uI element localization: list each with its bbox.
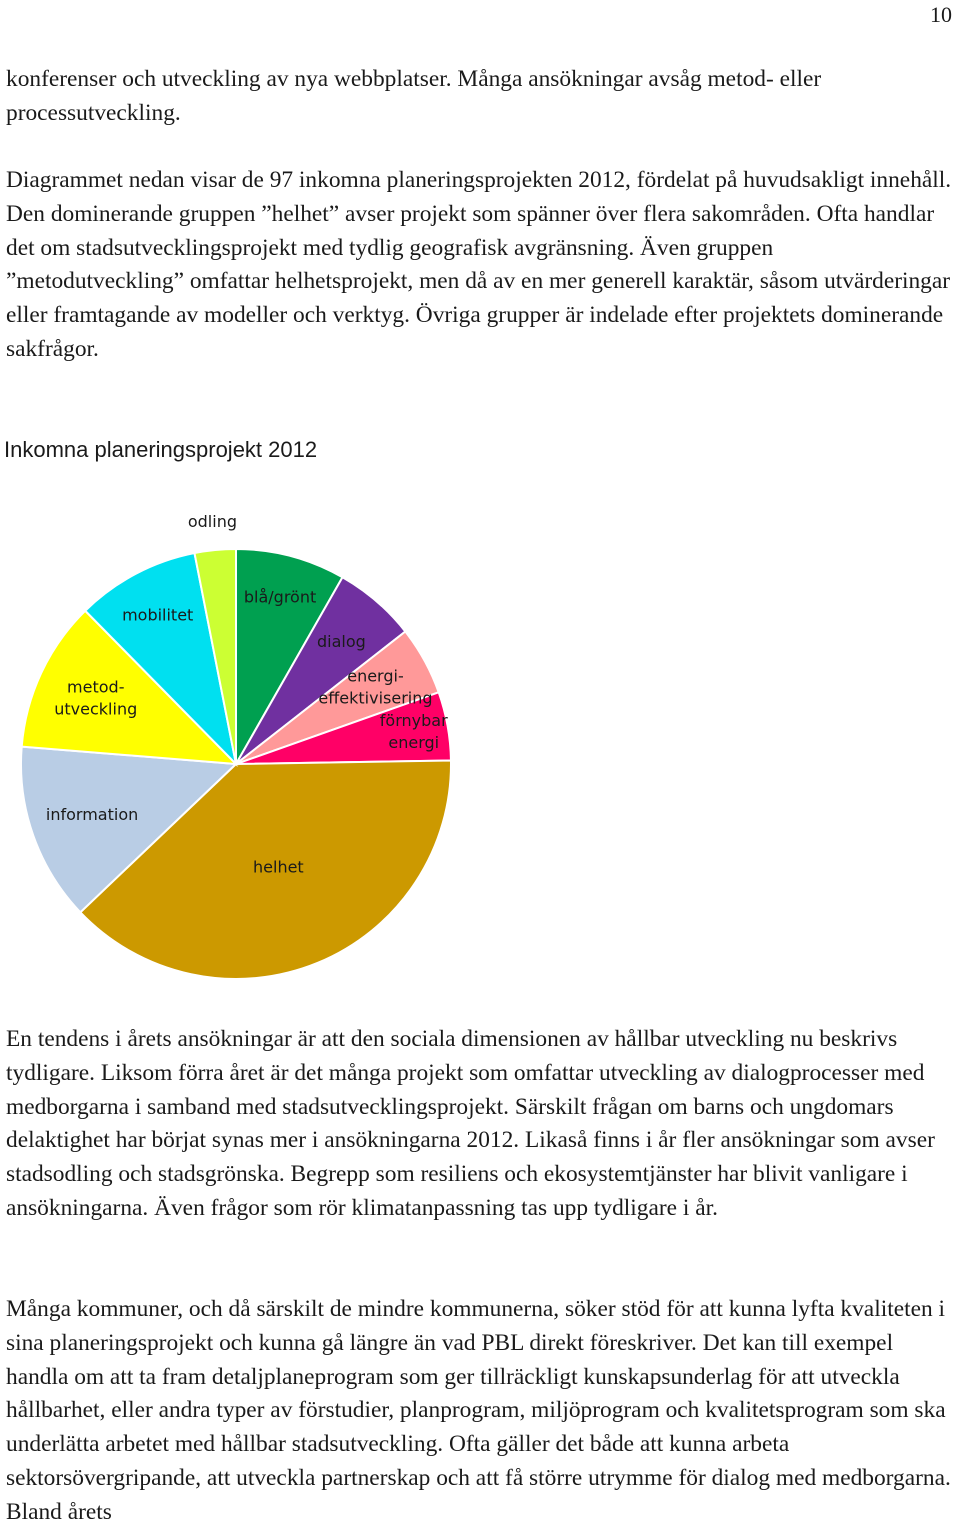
pie-slice-label: dialog bbox=[317, 631, 366, 651]
pie-slice-label: metod-utveckling bbox=[54, 677, 138, 719]
pie-slice-label: information bbox=[45, 804, 139, 824]
page-number: 10 bbox=[930, 2, 952, 27]
paragraph-municipalities: Många kommuner, och då särskilt de mindre kommunerna, söker stöd för att kunna lyfta kvaliteten i sina planeringsprojekt och kunna gå längre än vad PBL direkt föreskriver. Det kan till exempel handla om att ta fram detaljplaneprogram som ger tillräckligt kunskapsunderlag för att utveckla hållbarhet, eller andra typer av förstudier, planprogram, miljöprogram och kvalitetsprogram som ska underlätta arbetet med hållbar stadsutveckling. Ofta gäller det både att kunna arbeta sektorsövergripande, att utveckla partnerskap och att få större utrymme för dialog med medborgarna. Bland årets bbox=[6, 1296, 951, 1525]
pie-slice-label: mobilitet bbox=[122, 605, 194, 625]
pie-slice-label: blå/grönt bbox=[243, 587, 317, 607]
paragraph-trends: En tendens i årets ansökningar är att den sociala dimensionen av hållbar utveckling nu beskrivs tydligare. Liksom förra året är det många projekt som omfattar utveckling av dialogprocesser med medborgarna i samband med stadsutvecklingsprojekt. Särskilt frågan om barns och ungdomars delaktighet har börjat synas mer i ansökningarna 2012. Likaså finns i år fler ansökningar som avser stadsodling och stadsgrönska. Begrepp som resiliens och ekosystemtjänster har blivit vanligare i ansökningarna. Även frågor som rör klimatanpassning tas upp tydligare i år. bbox=[6, 1026, 935, 1221]
pie-slice-label: förnybar energi bbox=[379, 710, 448, 752]
paragraph-intro: konferenser och utveckling av nya webbplatser. Många ansökningar avsåg metod- eller processutveckling. bbox=[6, 66, 822, 126]
pie-slice-label: helhet bbox=[253, 857, 304, 877]
pie-slice-label: odling bbox=[187, 512, 238, 532]
pie-chart bbox=[0, 500, 480, 1000]
pie-slices bbox=[21, 549, 451, 979]
pie-slice-label: energi-effektivisering bbox=[318, 666, 433, 708]
paragraph-diagram-description: Diagrammet nedan visar de 97 inkomna planeringsprojekten 2012, fördelat på huvudsakligt innehåll. Den dominerande gruppen ”helhet” avser projekt som spänner över flera sakområden. Ofta handlar det om stadsutvecklingsprojekt med tydlig geografisk avgränsning. Även gruppen ”metodutveckling” omfattar helhetsprojekt, men då av en mer generell karaktär, såsom utvärderingar eller framtagande av modeller och verktyg. Övriga grupper är indelade efter projektets dominerande sakfrågor. bbox=[6, 167, 952, 362]
chart-title: Inkomna planeringsprojekt 2012 bbox=[4, 437, 318, 462]
